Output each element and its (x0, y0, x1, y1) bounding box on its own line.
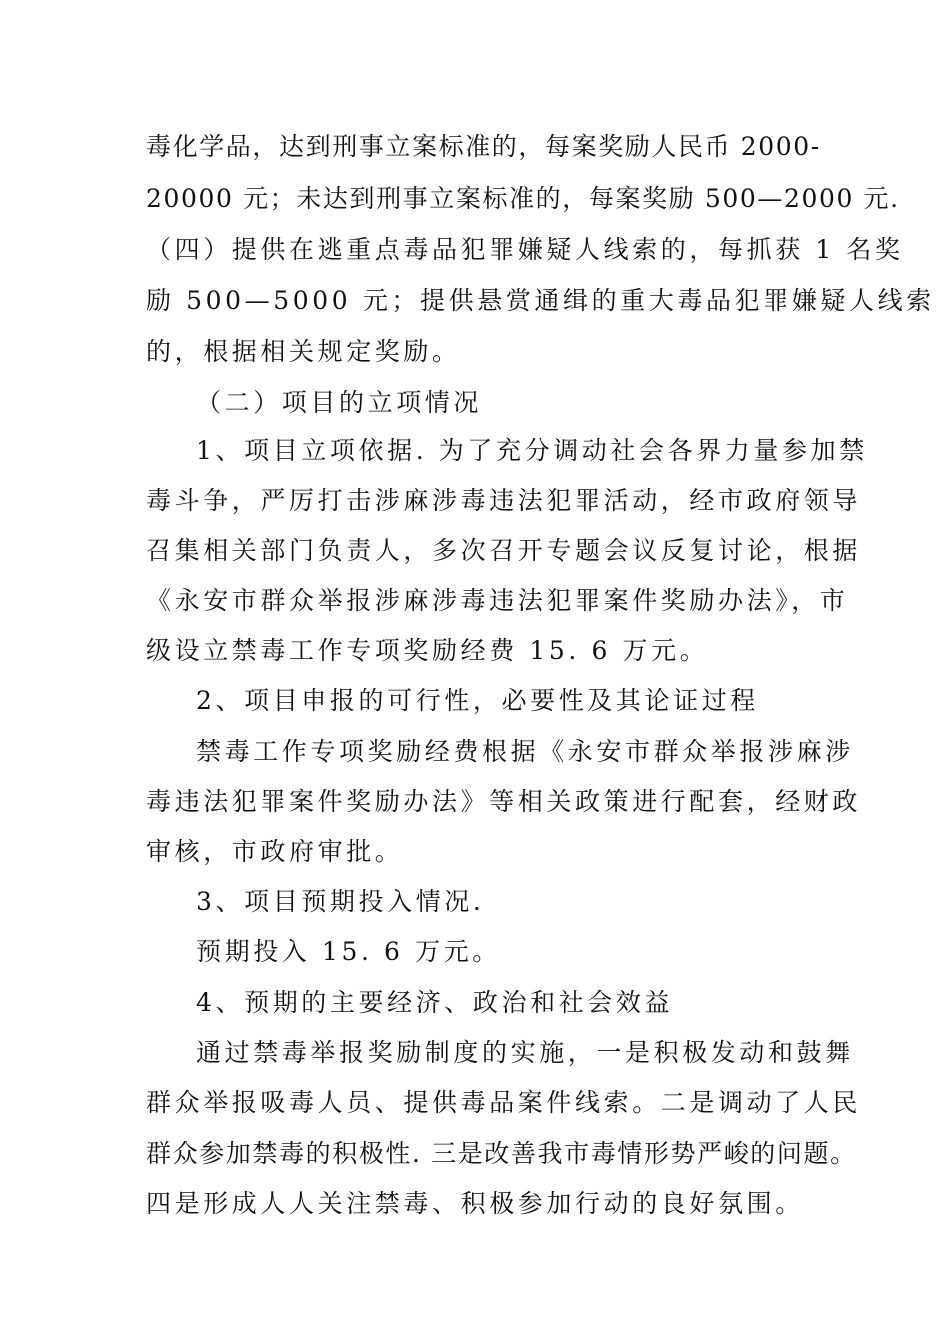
text-line: 召集相关部门负责人，多次召开专题会议反复讨论，根据 (146, 536, 862, 565)
text-line: （四）提供在逃重点毒品犯罪嫌疑人线索的，每抓获 1 名奖 (146, 235, 904, 264)
text-line: 励 500—5000 元；提供悬赏通缉的重大毒品犯罪嫌疑人线索 (146, 286, 935, 315)
subsection-heading: 4、预期的主要经济、政治和社会效益 (196, 988, 674, 1017)
text-line: 20000 元；未达到刑事立案标准的，每案奖励 500—2000 元. (146, 184, 900, 213)
text-line: 群众参加禁毒的积极性. 三是改善我市毒情形势严峻的问题。 (146, 1139, 857, 1168)
text-line: 预期投入 15. 6 万元。 (196, 937, 501, 966)
text-line: 禁毒工作专项奖励经费根据《永安市群众举报涉麻涉 (196, 737, 854, 766)
text-line: 1、项目立项依据. 为了充分调动社会各界力量参加禁 (196, 436, 868, 465)
text-line: 毒违法犯罪案件奖励办法》等相关政策进行配套，经财政 (146, 787, 862, 816)
text-line: 毒斗争，严厉打击涉麻涉毒违法犯罪活动，经市政府领导 (146, 486, 862, 515)
subsection-heading: 3、项目预期投入情况. (196, 887, 485, 916)
text-line: 《永安市群众举报涉麻涉毒违法犯罪案件奖励办法》，市 (146, 586, 849, 615)
subsection-heading: 2、项目申报的可行性，必要性及其论证过程 (196, 686, 759, 715)
text-line: 级设立禁毒工作专项奖励经费 15. 6 万元。 (146, 636, 709, 665)
text-line: 审核，市政府审批。 (146, 837, 404, 866)
section-heading: （二）项目的立项情况 (196, 388, 483, 417)
text-line: 毒化学品，达到刑事立案标准的，每案奖励人民币 2000- (146, 132, 821, 161)
text-line: 的，根据相关规定奖励。 (146, 337, 461, 366)
text-line: 群众举报吸毒人员、提供毒品案件线索。二是调动了人民 (146, 1088, 862, 1117)
text-line: 四是形成人人关注禁毒、积极参加行动的良好氛围。 (146, 1189, 804, 1218)
text-line: 通过禁毒举报奖励制度的实施，一是积极发动和鼓舞 (196, 1038, 854, 1067)
